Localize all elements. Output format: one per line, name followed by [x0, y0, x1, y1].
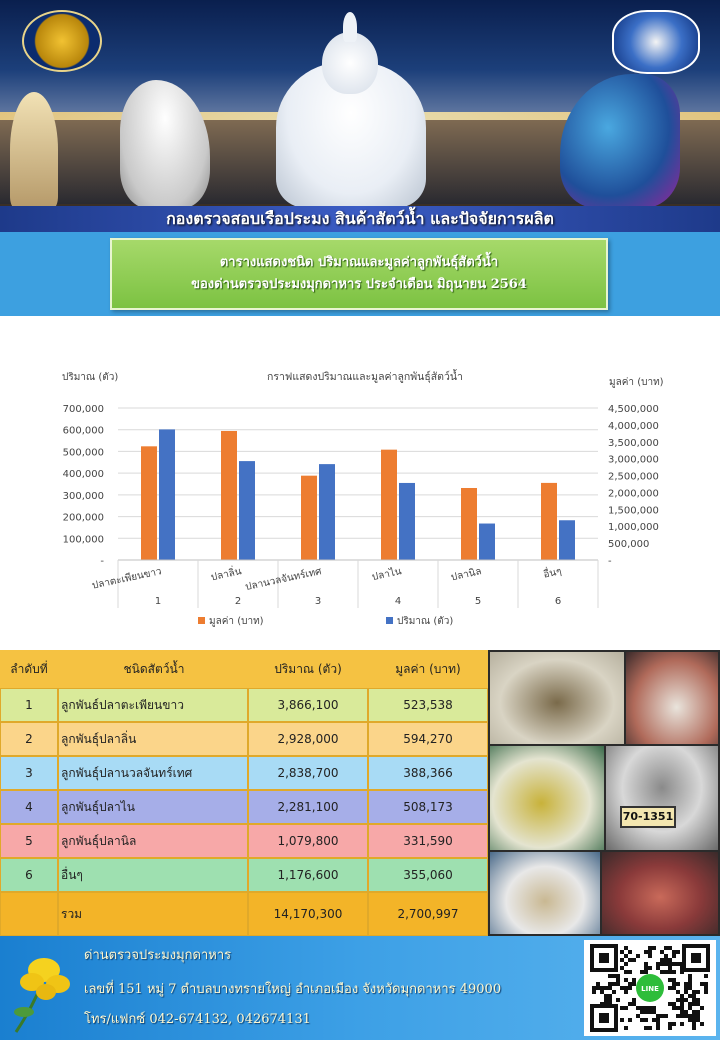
- photo-collage: [488, 650, 720, 936]
- x-category-number: 5: [474, 596, 482, 607]
- cell-species: ลูกพันธ์ปลาตะเพียนขาว: [58, 688, 248, 722]
- cell-species: ลูกพันธุ์ปลาไน: [58, 790, 248, 824]
- naga-statue-left: [120, 80, 210, 208]
- cell-no: 2: [0, 722, 58, 756]
- table-row: [0, 858, 488, 892]
- bar-value-3: [301, 476, 317, 560]
- legend-swatch-2: [386, 617, 393, 624]
- header-cell-value: มูลค่า (บาท): [395, 661, 461, 676]
- y-right-tick-label: 3,500,000: [608, 437, 659, 449]
- cell-no: 5: [0, 824, 58, 858]
- yellow-flower-icon: [6, 942, 82, 1034]
- x-category-label: ปลานิล: [449, 566, 483, 584]
- bar-value-2: [221, 431, 237, 560]
- subtitle-section: [0, 232, 720, 316]
- cell-total-label: รวม: [58, 892, 248, 936]
- photo-fish-bag-3: [490, 746, 604, 850]
- bar-quantity-3: [319, 464, 335, 560]
- qr-code[interactable]: [584, 940, 716, 1036]
- cell-quantity: 1,176,600: [248, 858, 368, 892]
- y-left-tick-label: 600,000: [62, 425, 104, 437]
- legend-label-2: ปริมาณ (ตัว): [397, 616, 454, 627]
- bar-value-5: [461, 488, 477, 560]
- bar-value-6: [541, 483, 557, 560]
- x-category-label: ปลาไน: [371, 566, 403, 584]
- y-right-tick-label: 2,500,000: [608, 471, 659, 483]
- x-category-label: อื่นๆ: [542, 566, 563, 581]
- header-cell-species: ชนิดสัตว์น้ำ: [123, 661, 185, 676]
- cell-total-value: 2,700,997: [368, 892, 488, 936]
- y-left-tick-label: -: [100, 556, 104, 567]
- table-row: [0, 688, 488, 722]
- cell-quantity: 2,281,100: [248, 790, 368, 824]
- header-banner: [0, 0, 720, 232]
- table-total-row: [0, 892, 488, 936]
- cell-no: 4: [0, 790, 58, 824]
- photo-truck-fish-tank: [606, 746, 718, 850]
- x-category-label: ปลานวลจันทร์เทศ: [244, 566, 323, 594]
- banner-title: กองตรวจสอบเรือประมง สินค้าสัตว์น้ำ และปัจจัยการผลิต: [0, 206, 720, 232]
- x-category-label: ปลาตะเพียนขาว: [91, 566, 163, 592]
- chart-title: กราฟแสดงปริมาณและมูลค่าลูกพันธุ์สัตว์น้ำ: [267, 371, 463, 383]
- y-right-tick-label: 1,500,000: [608, 505, 659, 517]
- x-category-number: 6: [554, 596, 562, 607]
- table-header-row: [0, 650, 488, 688]
- subtitle-line-2: ของด่านตรวจประมงมุกดาหาร ประจำเดือน มิถุนายน 2564: [191, 277, 527, 292]
- y-left-tick-label: 200,000: [62, 512, 104, 524]
- subtitle-box: [110, 238, 608, 310]
- legend-label-1: มูลค่า (บาท): [209, 616, 264, 627]
- photo-fish-bag-2: [626, 652, 718, 744]
- cell-quantity: 3,866,100: [248, 688, 368, 722]
- cell-species: ลูกพันธุ์ปลานวลจันทร์เทศ: [58, 756, 248, 790]
- bar-quantity-5: [479, 524, 495, 560]
- bar-quantity-1: [159, 429, 175, 560]
- bar-value-1: [141, 446, 157, 560]
- subtitle-line-1: ตารางแสดงชนิด ปริมาณและมูลค่าลูกพันธุ์สัตว์น้ำ: [219, 255, 499, 270]
- cell-species: อื่นๆ: [58, 858, 248, 892]
- naga-statue-right: [560, 74, 680, 208]
- footer-address: เลขที่ 151 หมู่ 7 ตำบลบางทรายใหญ่ อำเภอเมือง จังหวัดมุกดาหาร 49000: [84, 982, 502, 997]
- x-category-number: 1: [154, 596, 162, 607]
- y-right-tick-label: 3,000,000: [608, 454, 659, 466]
- y-left-tick-label: 300,000: [62, 490, 104, 502]
- bar-quantity-4: [399, 483, 415, 560]
- bar-value-4: [381, 450, 397, 560]
- cell-no: 6: [0, 858, 58, 892]
- table-row: [0, 824, 488, 858]
- cell-value: 355,060: [368, 858, 488, 892]
- y-right-tick-label: -: [608, 556, 612, 567]
- y-left-tick-label: 500,000: [62, 447, 104, 459]
- fishery-inspection-logo: [612, 10, 700, 74]
- y-left-tick-label: 100,000: [62, 534, 104, 546]
- bar-quantity-2: [239, 461, 255, 560]
- cell-value: 388,366: [368, 756, 488, 790]
- y-right-tick-label: 2,000,000: [608, 488, 659, 500]
- header-cell-quantity: ปริมาณ (ตัว): [274, 661, 342, 676]
- chart-background: [0, 316, 720, 650]
- x-category-number: 2: [234, 596, 242, 607]
- buddha-statue-crown: [343, 12, 357, 42]
- y-axis-right-label: มูลค่า (บาท): [609, 377, 664, 388]
- cell-value: 523,538: [368, 688, 488, 722]
- x-category-number: 4: [394, 596, 402, 607]
- department-of-fisheries-logo: [22, 10, 102, 72]
- cell-value: 594,270: [368, 722, 488, 756]
- cell-quantity: 2,838,700: [248, 756, 368, 790]
- y-left-tick-label: 700,000: [62, 404, 104, 415]
- footer-phone: โทร/แฟกซ์ 042-674132, 042674131: [84, 1012, 311, 1027]
- photo-fish-in-tank: [602, 852, 718, 934]
- photo-fish-bag-1: [490, 652, 624, 744]
- line-badge-text: LINE: [641, 985, 659, 993]
- combo-bar-chart: [0, 316, 720, 650]
- cell-no: 3: [0, 756, 58, 790]
- photo-fish-bags-held: [490, 852, 600, 934]
- footer-office-name: ด่านตรวจประมงมุกดาหาร: [84, 948, 232, 963]
- cell-no: 1: [0, 688, 58, 722]
- table-row: [0, 790, 488, 824]
- header-cell-no: ลำดับที่: [10, 661, 48, 676]
- cell-quantity: 2,928,000: [248, 722, 368, 756]
- y-right-tick-label: 500,000: [608, 539, 650, 551]
- x-category-number: 3: [314, 596, 322, 607]
- y-right-tick-label: 1,000,000: [608, 522, 659, 534]
- y-right-tick-label: 4,000,000: [608, 420, 659, 432]
- cell-species: ลูกพันธุ์ปลานิล: [58, 824, 248, 858]
- cell-value: 331,590: [368, 824, 488, 858]
- x-category-label: ปลาลิ่น: [209, 566, 243, 584]
- cell-quantity: 1,079,800: [248, 824, 368, 858]
- y-axis-left-label: ปริมาณ (ตัว): [62, 372, 119, 383]
- data-table: [0, 650, 488, 936]
- cell-species: ลูกพันธุ์ปลาลิ่น: [58, 722, 248, 756]
- table-row: [0, 722, 488, 756]
- y-right-tick-label: 4,500,000: [608, 404, 659, 415]
- cell-value: 508,173: [368, 790, 488, 824]
- cell-total-quantity: 14,170,300: [248, 892, 368, 936]
- table-row: [0, 756, 488, 790]
- qr-code-pattern: [584, 940, 716, 1036]
- license-plate: 70-1351: [620, 806, 676, 828]
- bar-quantity-6: [559, 520, 575, 560]
- naga-statue-left-far: [10, 92, 58, 208]
- legend-swatch-1: [198, 617, 205, 624]
- cell-no-total: [0, 892, 58, 936]
- y-left-tick-label: 400,000: [62, 469, 104, 481]
